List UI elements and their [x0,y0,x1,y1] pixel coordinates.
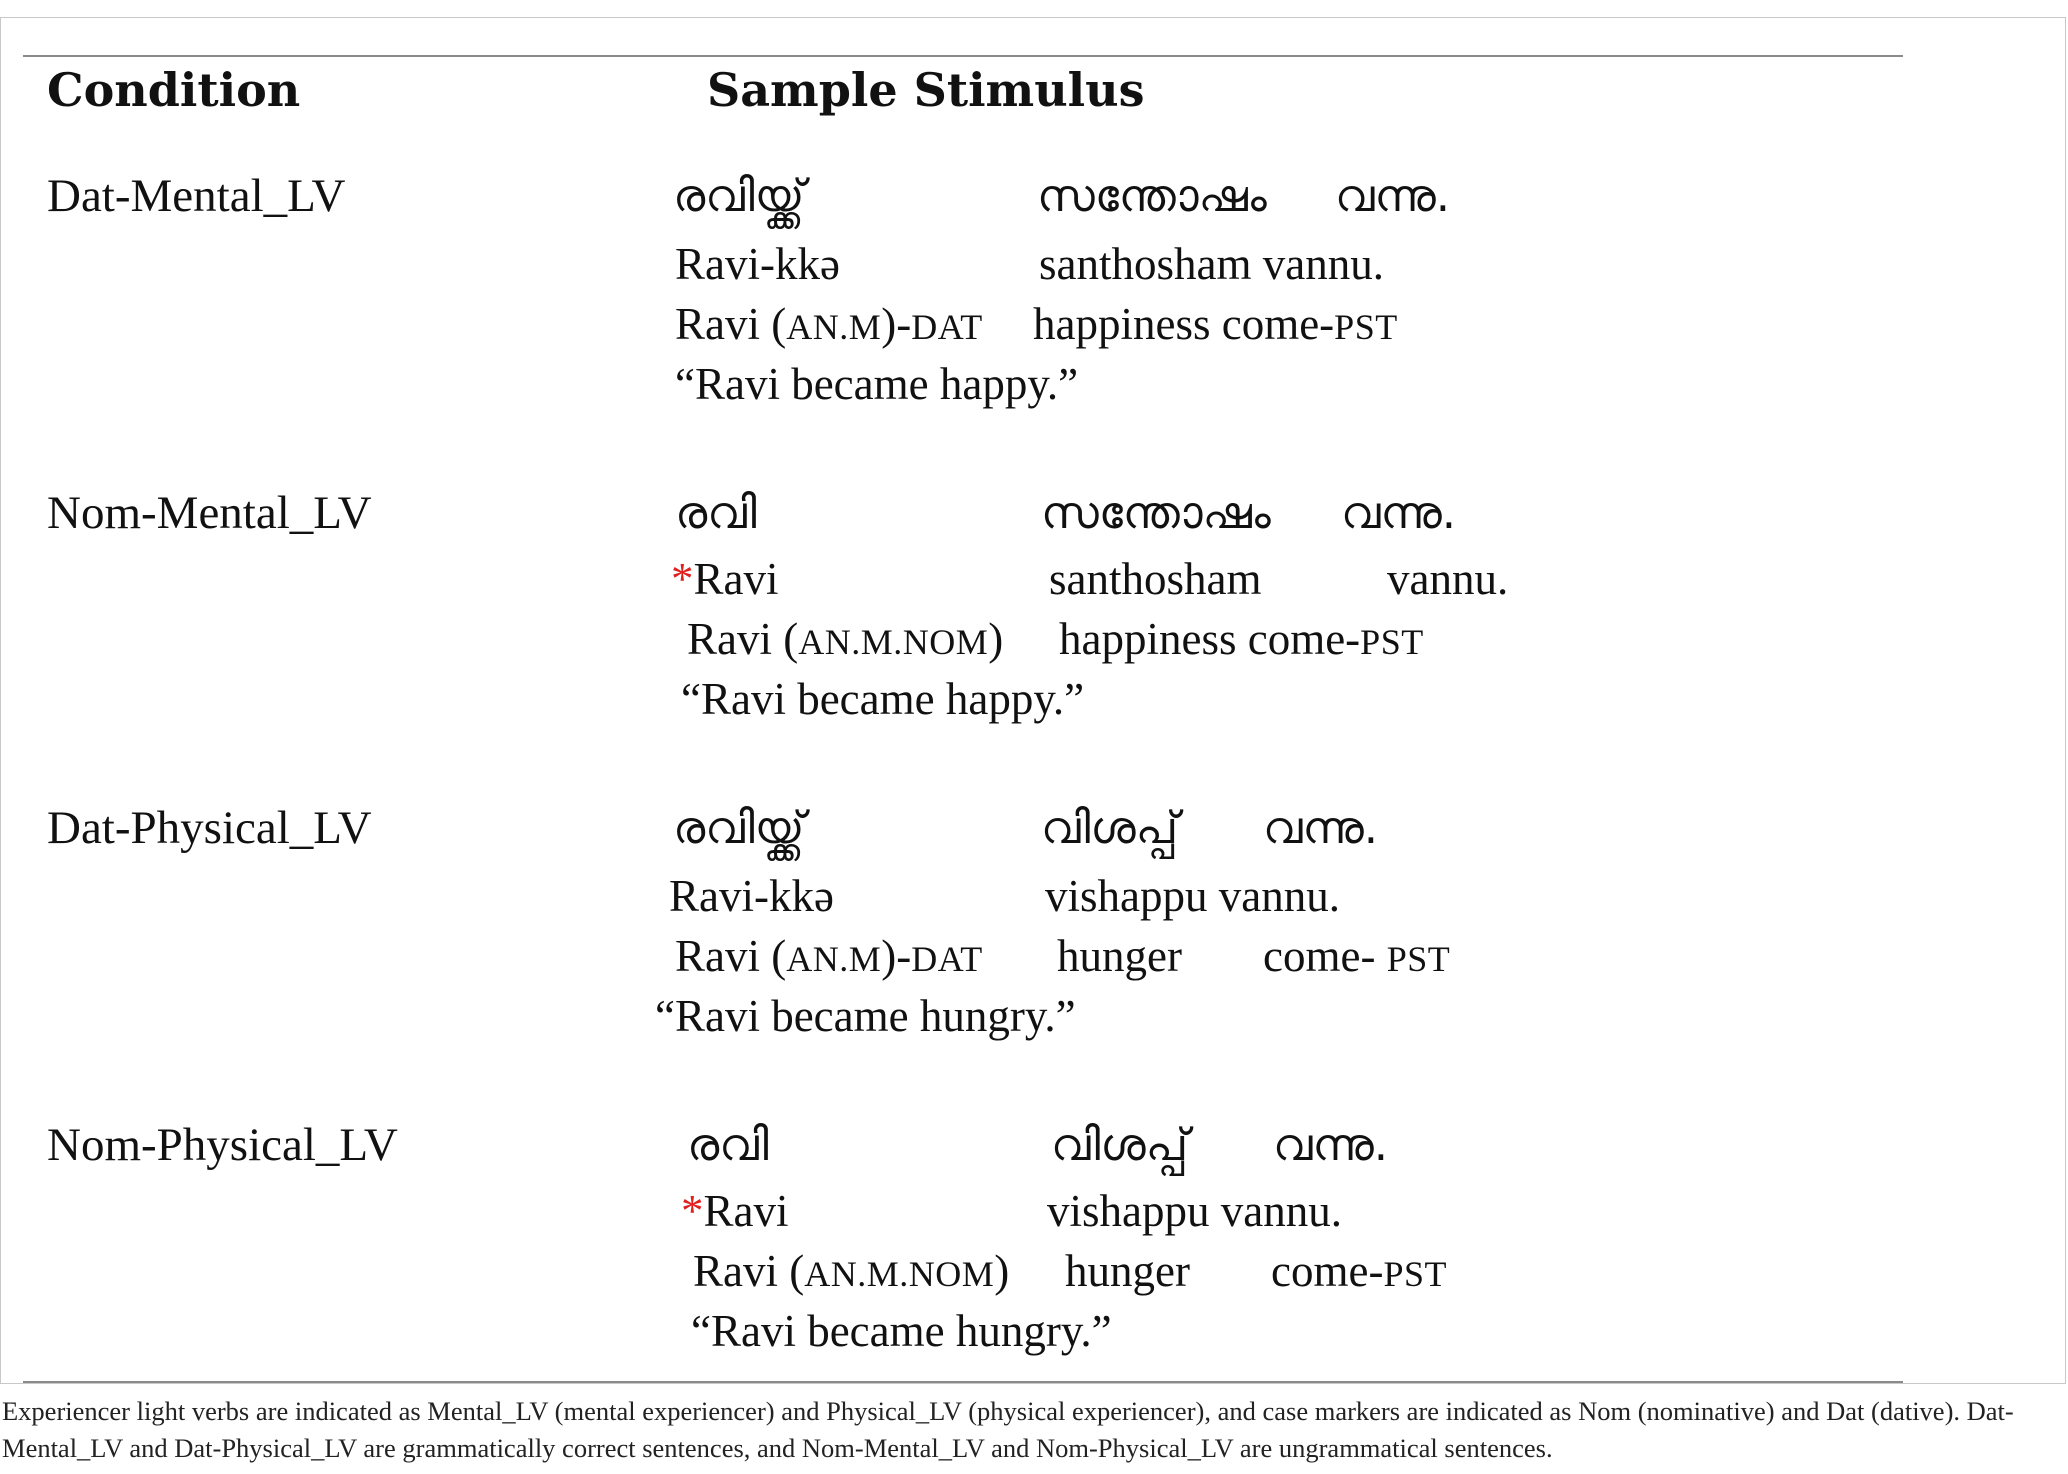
malayalam-word: രവിയ്ക്ക് [673,169,805,222]
malayalam-word: വന്നു. [1341,486,1457,539]
condition-label: Nom-Physical_LV [47,1119,398,1171]
transliteration: Ravi-kkə [675,239,840,289]
malayalam-word: വന്നു. [1263,801,1379,854]
translation: “Ravi became hungry.” [655,991,1076,1041]
header-sample-stimulus: Sample Stimulus [707,63,1145,117]
condition-label: Dat-Mental_LV [47,170,346,222]
gloss-line: Ravi (AN.M)-DAT [675,299,983,349]
transliteration: santhosham [1049,554,1262,604]
gloss-line: Ravi (AN.M.NOM) [693,1246,1010,1296]
transliteration: *Ravi [671,554,779,604]
table-footnote: Experiencer light verbs are indicated as Mental_LV (mental experiencer) and Physical_LV (physical experiencer), and case markers are indicated as Nom (nominative) and Dat (dative). Dat-Mental_LV and Dat-Physical_LV are grammatically correct sentences, and Nom-Mental_LV and Nom-Physical_LV are ungrammatical sentences. [2,1396,2014,1463]
ungrammatical-asterisk: * [671,554,694,604]
translation: “Ravi became happy.” [681,674,1085,724]
malayalam-word: വന്നു. [1335,169,1451,222]
malayalam-word: വിശപ്പ് [1051,1118,1189,1171]
translation: “Ravi became happy.” [675,359,1079,409]
transliteration: santhosham vannu. [1039,239,1384,289]
transliteration: vishappu vannu. [1045,871,1340,921]
header-condition: Condition [47,63,301,117]
translation: “Ravi became hungry.” [691,1306,1112,1356]
gloss-word: come-PST [1271,1246,1447,1296]
malayalam-word: സന്തോഷം [1041,486,1271,539]
transliteration: vannu. [1387,554,1509,604]
gloss-word: hunger [1065,1246,1190,1296]
transliteration: vishappu vannu. [1047,1186,1342,1236]
gloss-line: happiness come-PST [1033,299,1398,349]
malayalam-word: രവി [675,486,757,539]
gloss-word: come- PST [1263,931,1451,981]
table-frame [0,17,2066,1384]
malayalam-word: വന്നു. [1273,1118,1389,1171]
table-bottom-rule [23,1381,1903,1383]
table-top-rule [23,55,1903,57]
transliteration: Ravi-kkə [669,871,834,921]
malayalam-word: രവിയ്ക്ക് [673,801,805,854]
malayalam-word: രവി [687,1118,769,1171]
gloss-line: Ravi (AN.M)-DAT [675,931,983,981]
ungrammatical-asterisk: * [681,1186,704,1236]
gloss-line: happiness come-PST [1059,614,1424,664]
malayalam-word: സന്തോഷം [1037,169,1267,222]
malayalam-word: വിശപ്പ് [1041,801,1179,854]
gloss-word: hunger [1057,931,1182,981]
transliteration: *Ravi [681,1186,789,1236]
condition-label: Dat-Physical_LV [47,802,372,854]
gloss-line: Ravi (AN.M.NOM) [687,614,1004,664]
condition-label: Nom-Mental_LV [47,487,372,539]
